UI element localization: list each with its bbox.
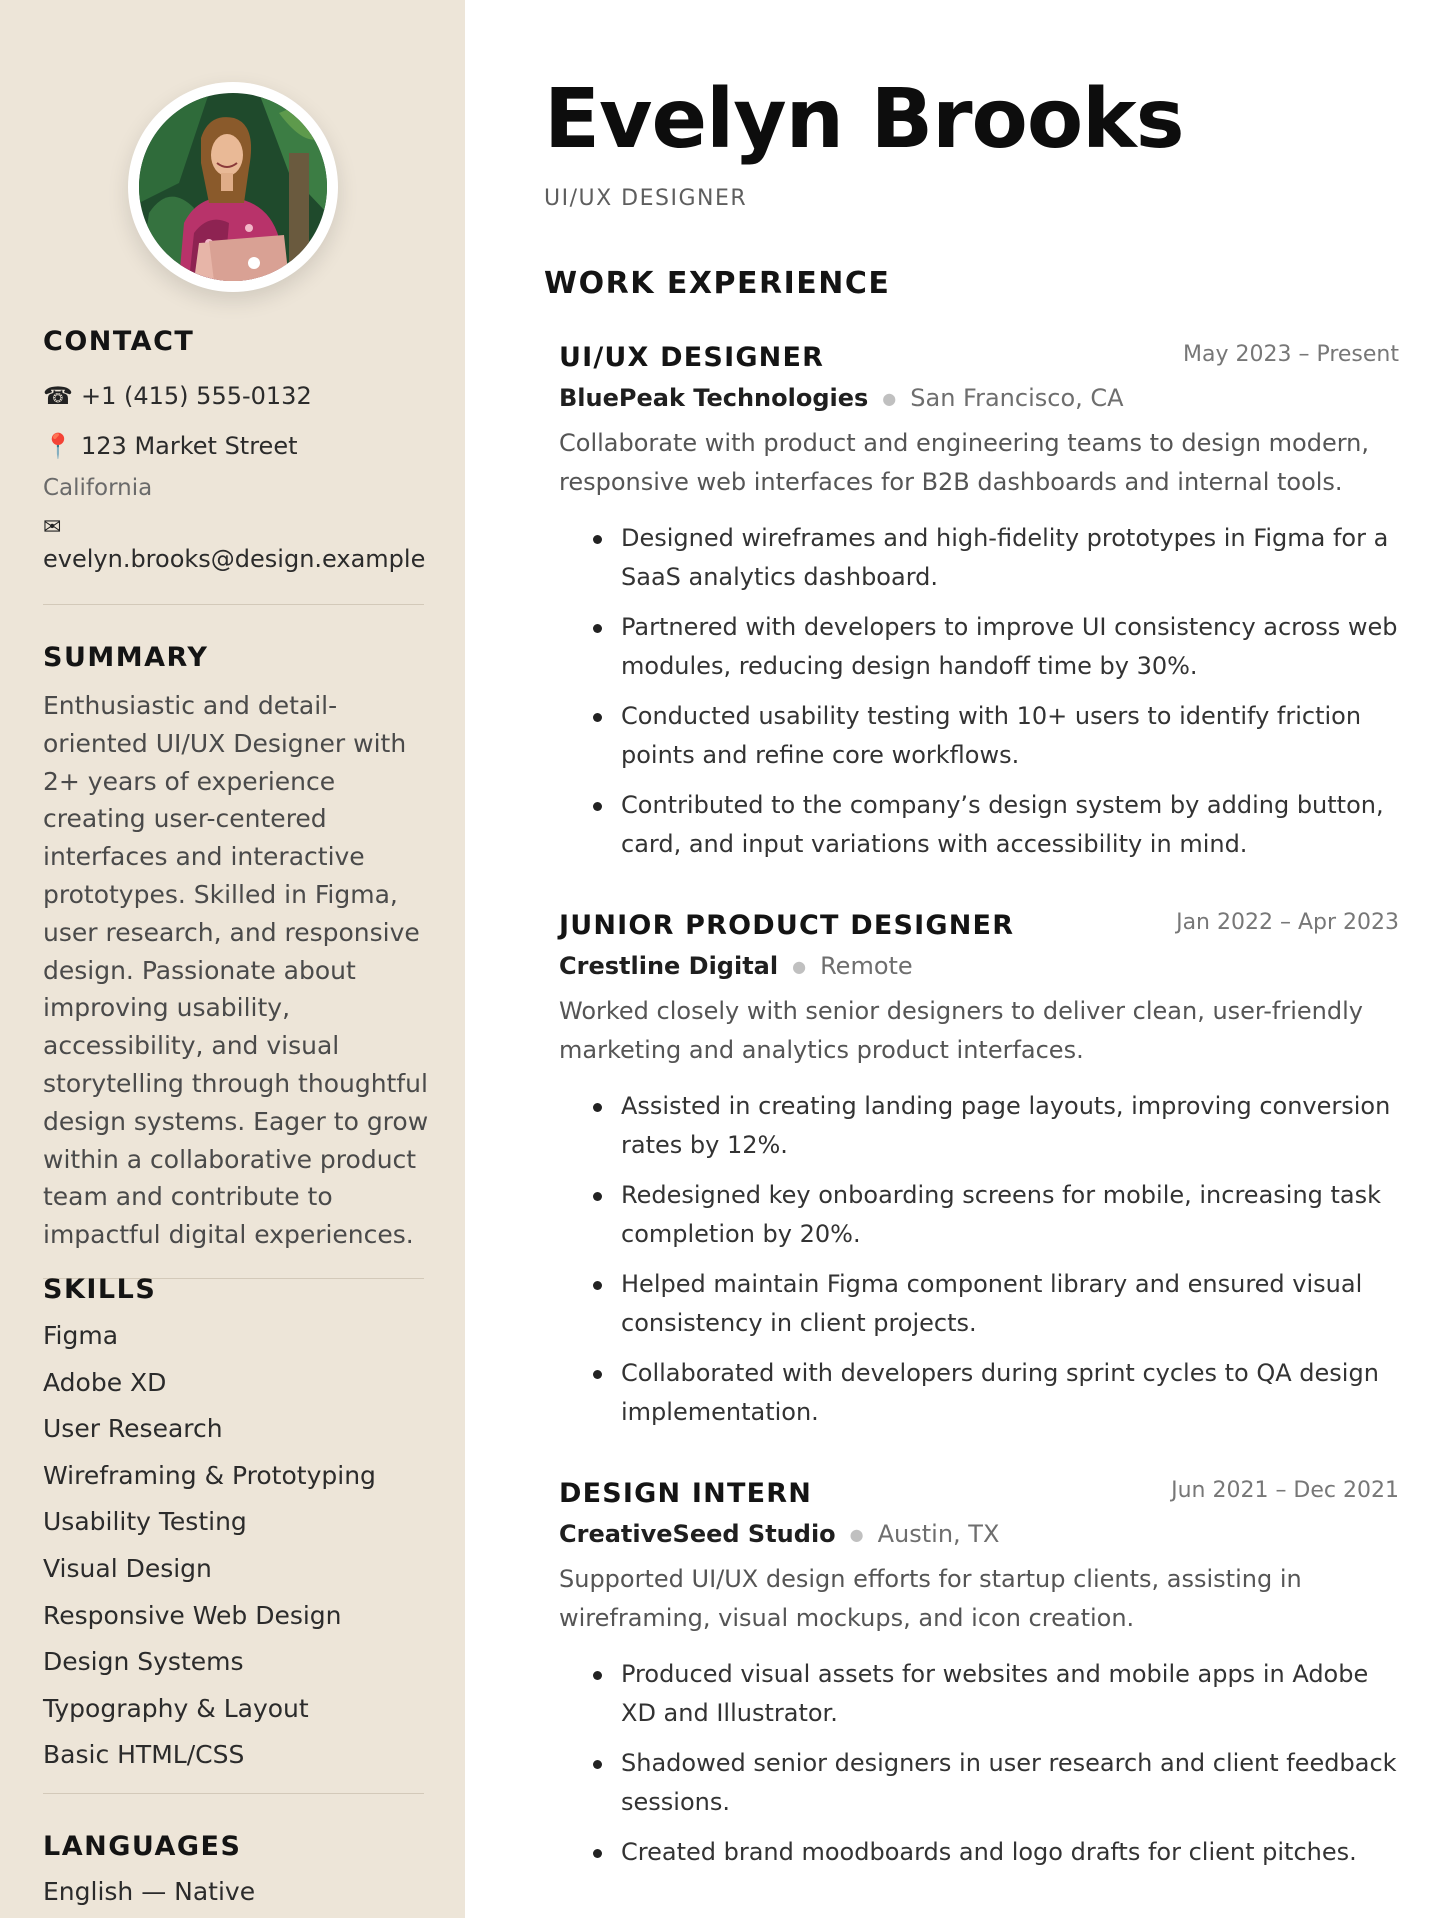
profile-photo [139, 93, 327, 281]
contact-heading: CONTACT [43, 326, 195, 357]
job-dates: Jan 2022 – Apr 2023 [1176, 910, 1399, 935]
job-location: San Francisco, CA [910, 384, 1124, 412]
skill-item: Basic HTML/CSS [43, 1740, 245, 1770]
company-name: BluePeak Technologies [559, 384, 869, 412]
skill-item: Visual Design [43, 1553, 212, 1583]
job-dates: May 2023 – Present [1183, 342, 1399, 367]
candidate-name: Evelyn Brooks [544, 72, 1184, 167]
skills-heading: SKILLS [43, 1274, 157, 1305]
job-title: DESIGN INTERN [559, 1478, 812, 1509]
work-experience-heading: WORK EXPERIENCE [544, 266, 891, 301]
job-bullet: Produced visual assets for websites and mobile apps in Adobe XD and Illustrator. [621, 1655, 1399, 1733]
divider [43, 1793, 424, 1794]
job-bullet: Partnered with developers to improve UI consistency across web modules, reducing design handoff time by 30%. [621, 608, 1399, 686]
job-bullet: Designed wireframes and high-fidelity prototypes in Figma for a SaaS analytics dashboard. [621, 519, 1399, 597]
skill-item: User Research [43, 1414, 223, 1444]
divider [43, 604, 424, 605]
job-bullets [559, 519, 1399, 864]
job-title: JUNIOR PRODUCT DESIGNER [559, 910, 1015, 941]
skill-item: Wireframing & Prototyping [43, 1460, 376, 1490]
job-meta [559, 378, 1399, 418]
job-location: Remote [820, 952, 913, 980]
phone-icon: ☎ [43, 382, 73, 410]
job-description: Worked closely with senior designers to deliver clean, user-friendly marketing and analytics product interfaces. [559, 997, 1363, 1064]
job-bullet: Collaborated with developers during sprint cycles to QA design implementation. [621, 1354, 1399, 1432]
separator-dot: ● [792, 957, 807, 976]
language-item: English — Native [43, 1877, 256, 1906]
job-meta [559, 946, 1399, 986]
summary-heading: SUMMARY [43, 642, 209, 673]
job-bullet: Redesigned key onboarding screens for mobile, increasing task completion by 20%. [621, 1176, 1399, 1254]
avatar [128, 82, 338, 292]
job-bullet: Assisted in creating landing page layouts, improving conversion rates by 12%. [621, 1087, 1399, 1165]
summary-text: Enthusiastic and detail-oriented UI/UX Designer with 2+ years of experience creating user-centered interfaces and interactive prototypes. Skilled in Figma, user research, and responsive design. Passionate about improving usability, accessibility, and visual storytelling through thoughtful design systems. Eager to grow within a collaborative product team and contribute to impactful digital experiences. [43, 691, 429, 1250]
job-entry [559, 1474, 1399, 1883]
job-entry [559, 906, 1399, 1443]
separator-dot: ● [849, 1525, 864, 1544]
sidebar [0, 0, 465, 1918]
skill-item: Typography & Layout [43, 1693, 309, 1723]
job-title: UI/UX DESIGNER [559, 342, 825, 373]
job-entry [559, 338, 1399, 875]
job-bullets [559, 1655, 1399, 1872]
skills-section [43, 1274, 424, 1794]
job-bullet: Shadowed senior designers in user research and client feedback sessions. [621, 1744, 1399, 1822]
address-street: 123 Market Street [81, 432, 298, 460]
candidate-role: UI/UX DESIGNER [544, 186, 748, 211]
contact-section [43, 326, 433, 605]
job-location: Austin, TX [877, 1520, 1000, 1548]
contact-address [43, 431, 433, 461]
languages-section [43, 1831, 255, 1907]
contact-phone [43, 381, 433, 411]
job-bullet: Contributed to the company’s design system by adding button, card, and input variations with accessibility in mind. [621, 786, 1399, 864]
company-name: Crestline Digital [559, 952, 779, 980]
address-state: California [43, 475, 153, 501]
email-icon: ✉ [43, 515, 62, 540]
job-bullets [559, 1087, 1399, 1432]
skill-item: Figma [43, 1321, 119, 1350]
company-name: CreativeSeed Studio [559, 1520, 836, 1548]
job-bullet: Created brand moodboards and logo drafts for client pitches. [621, 1833, 1399, 1872]
skill-item: Adobe XD [43, 1367, 167, 1397]
job-bullet: Helped maintain Figma component library and ensured visual consistency in client projects. [621, 1265, 1399, 1343]
job-dates: Jun 2021 – Dec 2021 [1171, 1478, 1399, 1503]
skill-item: Usability Testing [43, 1507, 247, 1537]
job-description: Collaborate with product and engineering teams to design modern, responsive web interfaces for B2B dashboards and internal tools. [559, 429, 1369, 496]
skill-item: Responsive Web Design [43, 1600, 342, 1630]
separator-dot: ● [882, 389, 897, 408]
job-description: Supported UI/UX design efforts for startup clients, assisting in wireframing, visual mockups, and icon creation. [559, 1565, 1302, 1632]
languages-heading: LANGUAGES [43, 1831, 242, 1862]
summary-section [43, 642, 438, 1279]
phone-number[interactable]: +1 (415) 555-0132 [81, 382, 312, 410]
location-pin-icon: 📍 [43, 432, 73, 460]
skills-list [43, 1313, 424, 1779]
skill-item: Design Systems [43, 1647, 244, 1677]
email-address[interactable]: evelyn.brooks@design.example [43, 545, 426, 573]
job-bullet: Conducted usability testing with 10+ users to identify friction points and refine core workflows. [621, 697, 1399, 775]
job-meta [559, 1514, 1399, 1554]
